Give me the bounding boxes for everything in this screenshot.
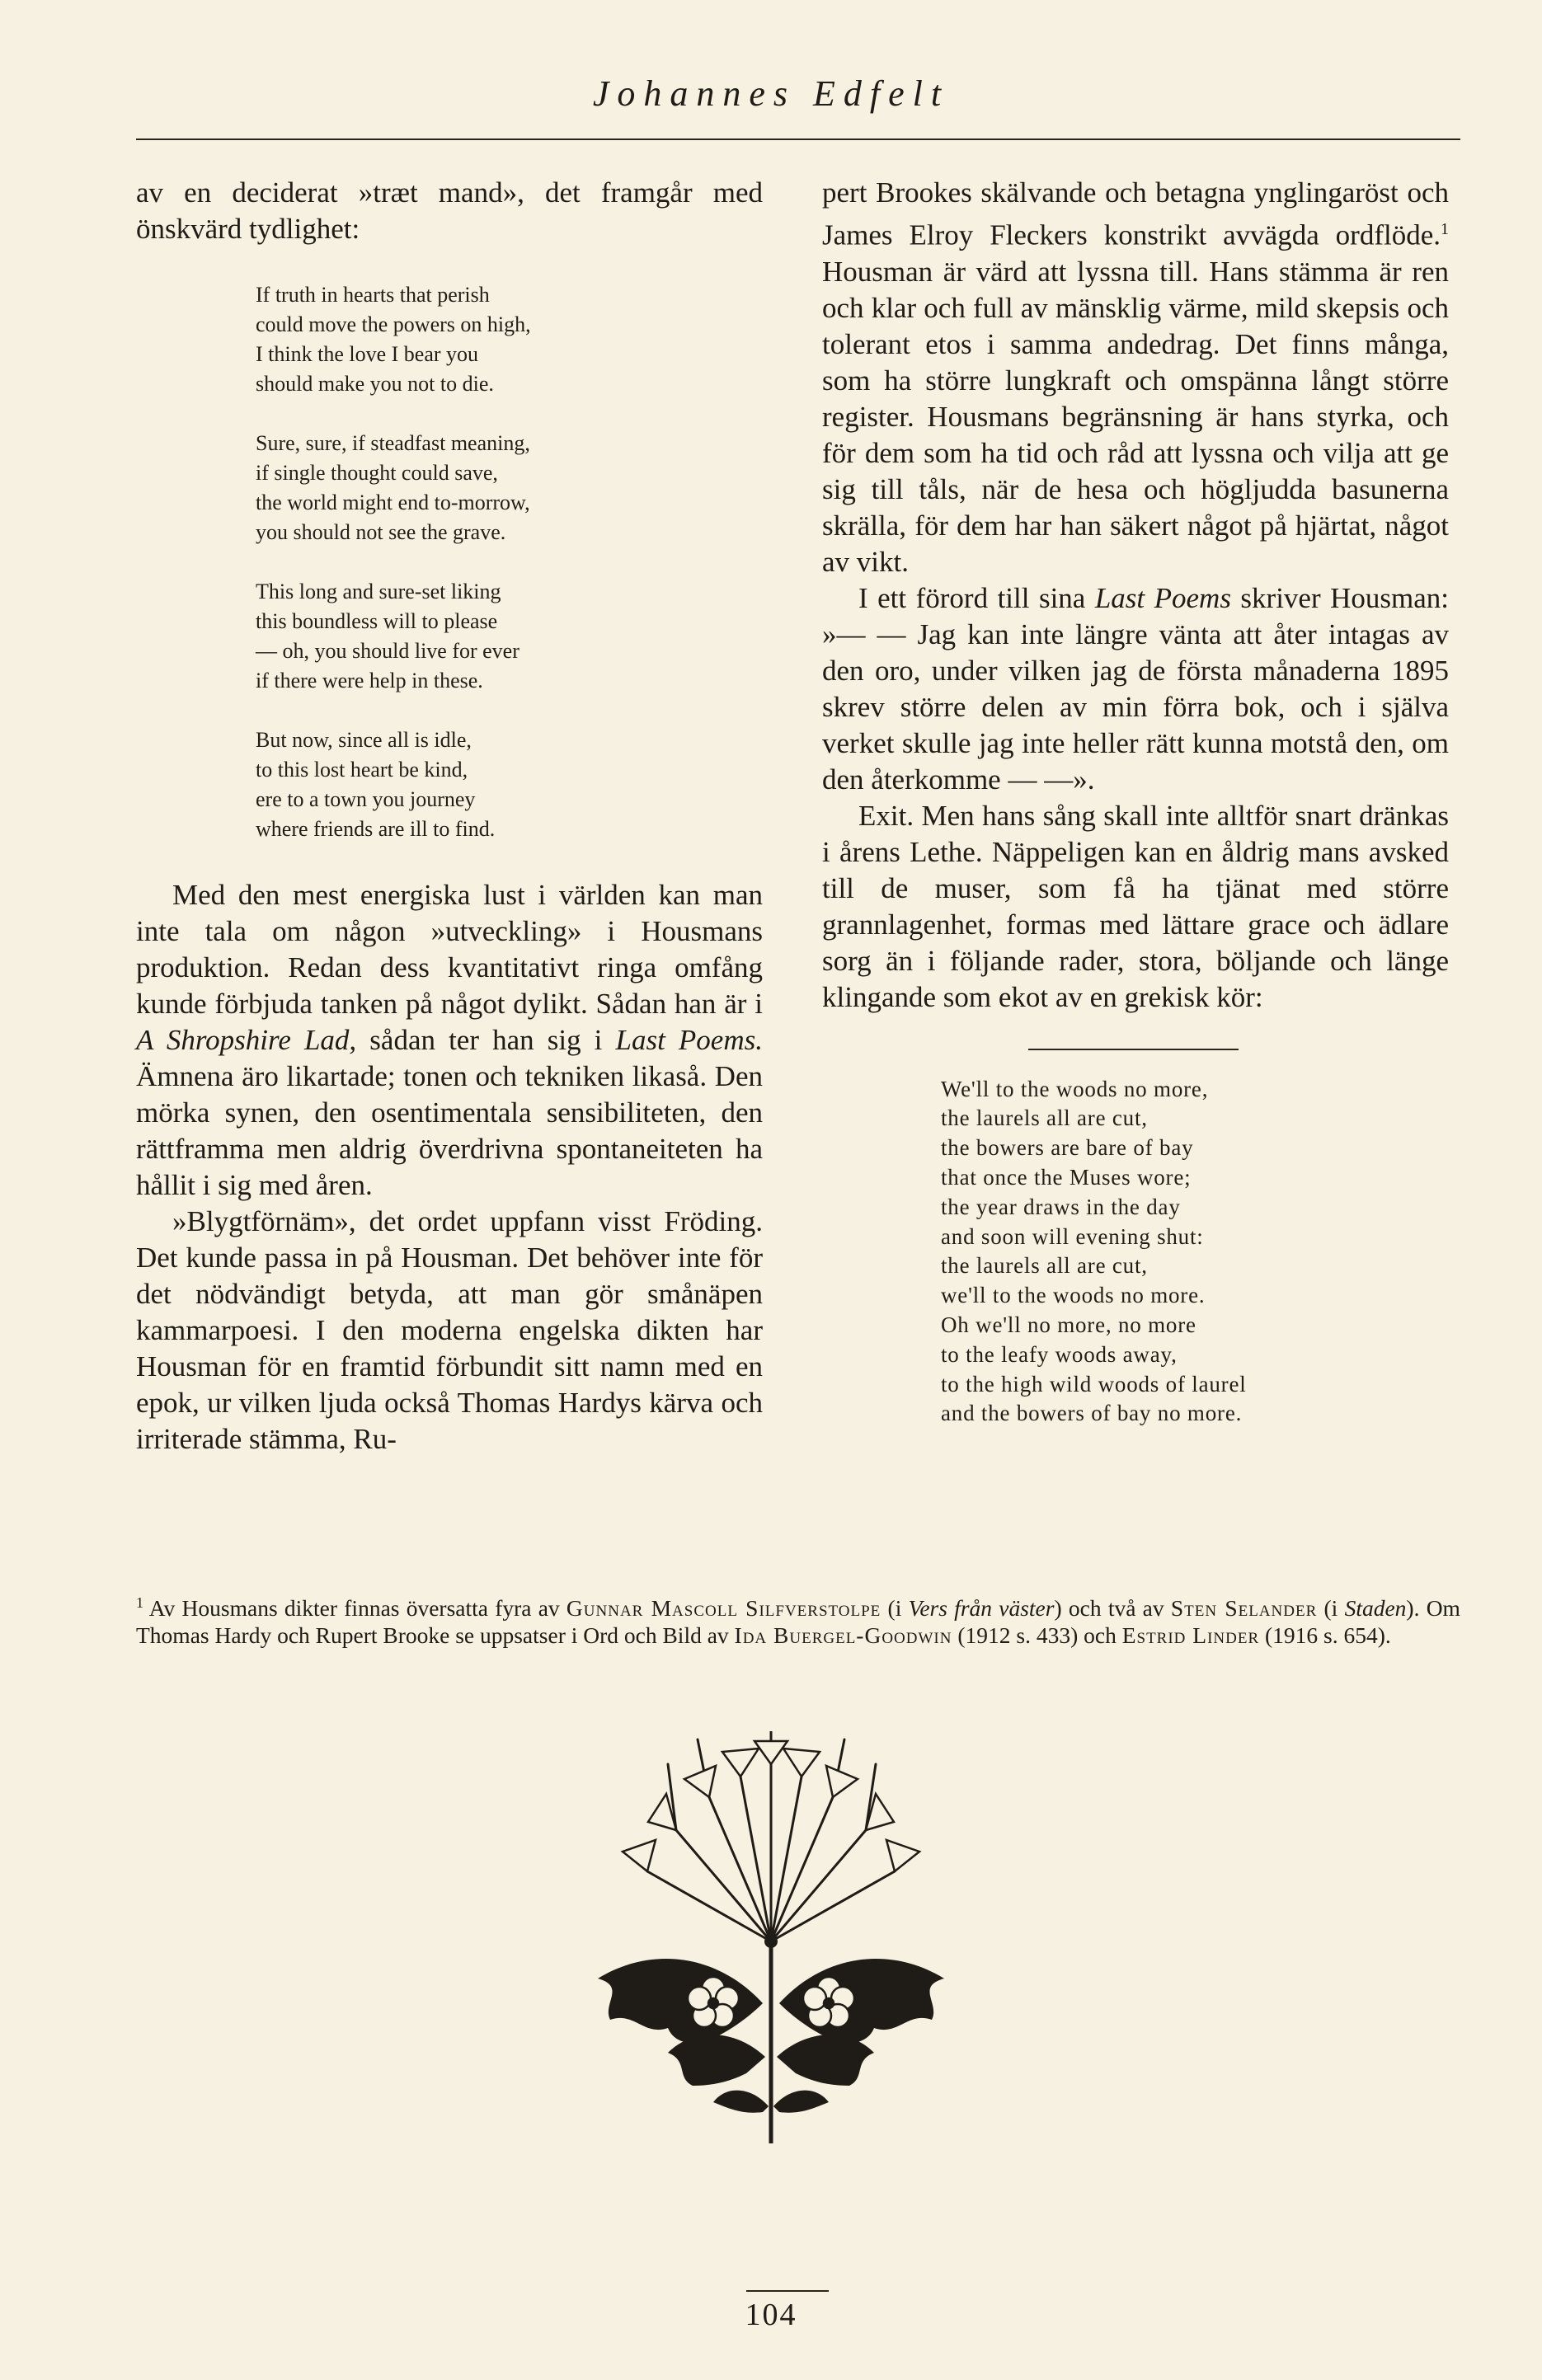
flower-ornament-icon: [552, 1731, 990, 2143]
poem-line: could move the powers on high,: [256, 312, 531, 336]
page-number: 104: [745, 2298, 797, 2332]
poem-line: we'll to the woods no more.: [941, 1283, 1206, 1308]
poem-line: you should not see the grave.: [256, 520, 506, 544]
poem-line: should make you not to die.: [256, 372, 494, 396]
work-title: Last Poems.: [615, 1024, 763, 1056]
person-name: Ida Buergel-Goodwin: [734, 1622, 952, 1649]
header-rule: [136, 138, 1460, 140]
poem-line: if there were help in these.: [256, 669, 483, 692]
work-title: Staden: [1344, 1595, 1407, 1622]
poem-line: the laurels all are cut,: [941, 1253, 1148, 1279]
intro-paragraph: av en deciderat »træt mand», det framgår med önskvärd tydlighet:: [136, 176, 763, 245]
poem-line: where friends are ill to find.: [256, 817, 496, 841]
folio-rule: [746, 2290, 829, 2292]
body-paragraph: »Blygtförnäm», det ordet uppfann visst Fröding. Det kunde passa in på Housman. Det behöver inte för det nödvändigt betyda, att man gör smånäpen kammarpoesi. I den moderna engelska dikten har Housman för en framtid förbundit sitt namn med en epok, ur vilken ljuda också Thomas Hardys kärva och irriterade stämma, Ru-: [136, 1205, 763, 1455]
work-title: Vers från väster: [908, 1595, 1055, 1622]
poem-line: that once the Muses wore;: [941, 1165, 1192, 1190]
section-rule: [1028, 1049, 1239, 1050]
footnote-number: 1: [136, 1594, 143, 1611]
footnote-marker: 1: [1441, 220, 1449, 238]
poem-line: and the bowers of bay no more.: [941, 1401, 1243, 1426]
right-column: [822, 175, 1449, 1429]
poem-line: If truth in hearts that perish: [256, 283, 490, 307]
poem-line: ere to a town you journey: [256, 787, 476, 811]
poem-line: and soon will evening shut:: [941, 1223, 1204, 1249]
poem-line: Sure, sure, if steadfast meaning,: [256, 431, 530, 455]
poem-line: I think the love I bear you: [256, 342, 479, 366]
poem-stanza: [256, 429, 763, 547]
left-column: [136, 175, 763, 1458]
housman-poem-right: [941, 1075, 1449, 1429]
poem-stanza: [256, 725, 763, 844]
poem-stanza: [256, 280, 763, 399]
person-name: Gunnar Mascoll Silfverstolpe: [566, 1595, 881, 1622]
housman-poem-left: [256, 280, 763, 844]
poem-line: to the leafy woods away,: [941, 1341, 1178, 1367]
poem-line: the bowers are bare of bay: [941, 1135, 1194, 1161]
poem-line: the laurels all are cut,: [941, 1106, 1148, 1131]
body-paragraph: pert Brookes skälvande och betagna ynglingaröst och James Elroy Fleckers konstrikt avvägda ordflöde.$^1$ Housman är värd att lyssna till. Hans stämma är ren och klar och full av mänsklig värme, mild skepsis och tolerant etos i samma andedrag. Det finns många, som ha större lungkraft och omspänna långt större register. Housmans begränsning är hans styrka, och för dem som ha tid och råd att lyssna och vilja att ge sig till tåls, när de hesa och högljudda basunerna skrälla, för dem har han säkert något på hjärtat, något av vikt.: [822, 176, 1449, 578]
poem-line: — oh, you should live for ever: [256, 639, 519, 663]
poem-line: this boundless will to please: [256, 609, 498, 633]
poem-line: But now, since all is idle,: [256, 728, 472, 752]
person-name: Sten Selander: [1170, 1595, 1318, 1622]
person-name: Estrid Linder: [1121, 1622, 1260, 1649]
poem-line: We'll to the woods no more,: [941, 1076, 1209, 1101]
poem-line: This long and sure-set liking: [256, 580, 501, 603]
work-title: A Shropshire Lad,: [136, 1024, 357, 1056]
poem-line: if single thought could save,: [256, 461, 498, 485]
poem-line: to this lost heart be kind,: [256, 758, 468, 782]
footnote: $^1$ Av Housmans dikter finnas översatta fyra av Gunnar Mascoll Silfverstolpe (i Vers från väster) och två av Sten Selander (i Staden). Om Thomas Hardy och Rupert Brooke se uppsatser i Ord och Bild av Ida Buergel-Goodwin (1912 s. 433) och Estrid Linder (1916 s. 654).: [136, 1594, 1460, 1649]
poem-line: the world might end to-morrow,: [256, 491, 530, 514]
body-paragraph: Exit. Men hans sång skall inte alltför snart dränkas i årens Lethe. Näppeligen kan en åldrig mans avsked till de muser, som få ha tjänat med större grannlagenhet, formas med lättare grace och ädlare sorg än i följande rader, stora, böljande och länge klingande som ekot av en grekisk kör:: [822, 799, 1449, 1013]
body-paragraph: Med den mest energiska lust i världen kan man inte tala om någon »utveckling» i Housmans produktion. Redan dess kvantitativt ringa omfång kunde förbjuda tanken på något dylikt. Sådan han är i A Shropshire Lad, sådan ter han sig i Last Poems. Ämnena äro likartade; tonen och tekniken likaså. Den mörka synen, den osentimentala sensibiliteten, den rättframma men aldrig överdrivna spontaneiteten ha hållit i sig med åren.: [136, 879, 763, 1201]
work-title: Last Poems: [1094, 581, 1231, 614]
poem-line: Oh we'll no more, no more: [941, 1312, 1196, 1338]
poem-line: to the high wild woods of laurel: [941, 1371, 1247, 1397]
running-title: Johannes Edfelt: [592, 73, 950, 114]
body-paragraph: I ett förord till sina Last Poems skriver Housman: »— — Jag kan inte längre vänta att åter intagas av den oro, under vilken jag de första månaderna 1895 skrev större delen av min förra bok, och i själva verket skulle jag inte heller rätt kunna motstå den, om den återkomme — —».: [822, 581, 1449, 796]
poem-stanza: [256, 577, 763, 696]
poem-line: the year draws in the day: [941, 1194, 1181, 1219]
